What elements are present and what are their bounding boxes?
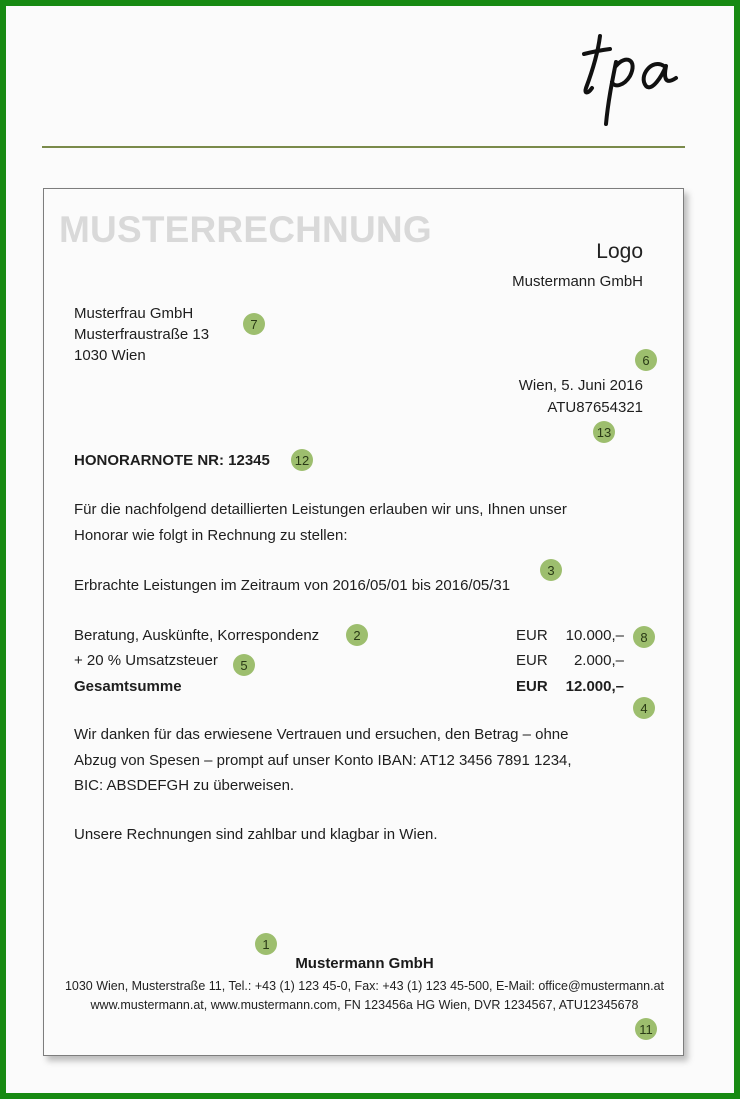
footer-registry: www.mustermann.at, www.mustermann.com, FN 123456a HG Wien, DVR 1234567, ATU12345678 [90,998,639,1012]
tax-currency: EUR [516,652,548,669]
badge-13: 13 [593,421,615,443]
badge-7: 7 [243,313,265,335]
intro-text: Für die nachfolgend detaillierten Leistungen erlauben wir uns, Ihnen unser Honorar wie folgt in Rechnung zu stellen: [74,501,567,544]
recipient-block [74,303,209,366]
recipient-name: Musterfrau GmbH [74,305,194,322]
badge-12: 12 [291,449,313,471]
total-amount: 12.000,– [565,678,624,695]
watermark-title: MUSTERRECHNUNG [59,209,432,250]
badge-1: 1 [255,933,277,955]
logo-placeholder: Logo [596,240,643,263]
header-divider [42,146,685,148]
line-item-label: Beratung, Auskünfte, Korrespondenz [74,627,320,644]
jurisdiction-text: Unsere Rechnungen sind zahlbar und klagbar in Wien. [74,826,438,843]
line-item-amount: 10.000,– [565,627,624,644]
invoice-date: Wien, 5. Juni 2016 [518,377,643,394]
badge-5: 5 [233,654,255,676]
tax-label: + 20 % Umsatzsteuer [74,652,218,669]
badge-8: 8 [633,626,655,648]
footer-company: Mustermann GmbH [295,955,434,972]
badge-3: 3 [540,559,562,581]
footer-address: 1030 Wien, Musterstraße 11, Tel.: +43 (1) 123 45-0, Fax: +43 (1) 123 45-500, E-Mail: office@mustermann.at [64,979,665,993]
badge-4: 4 [633,697,655,719]
tpa-logo-icon [572,32,692,128]
recipient-city: 1030 Wien [74,347,146,364]
badge-11: 11 [635,1018,657,1040]
vat-id: ATU87654321 [547,399,643,416]
service-period: Erbrachte Leistungen im Zeitraum von 2016/05/01 bis 2016/05/31 [74,577,511,594]
sender-name: Mustermann GmbH [512,273,643,290]
badge-2: 2 [346,624,368,646]
total-currency: EUR [516,678,548,695]
line-item-currency: EUR [516,627,548,644]
badge-6: 6 [635,349,657,371]
invoice-title: HONORARNOTE NR: 12345 [74,452,270,469]
payment-text: Wir danken für das erwiesene Vertrauen und ersuchen, den Betrag – ohne Abzug von Spesen – prompt auf unser Konto IBAN: AT12 3456 7891 1234, BIC: ABSDEFGH zu überweisen. [74,726,572,794]
tax-amount: 2.000,– [573,652,624,669]
recipient-street: Musterfraustraße 13 [74,326,210,343]
invoice-sheet [43,188,684,1056]
total-label: Gesamtsumme [74,678,182,695]
